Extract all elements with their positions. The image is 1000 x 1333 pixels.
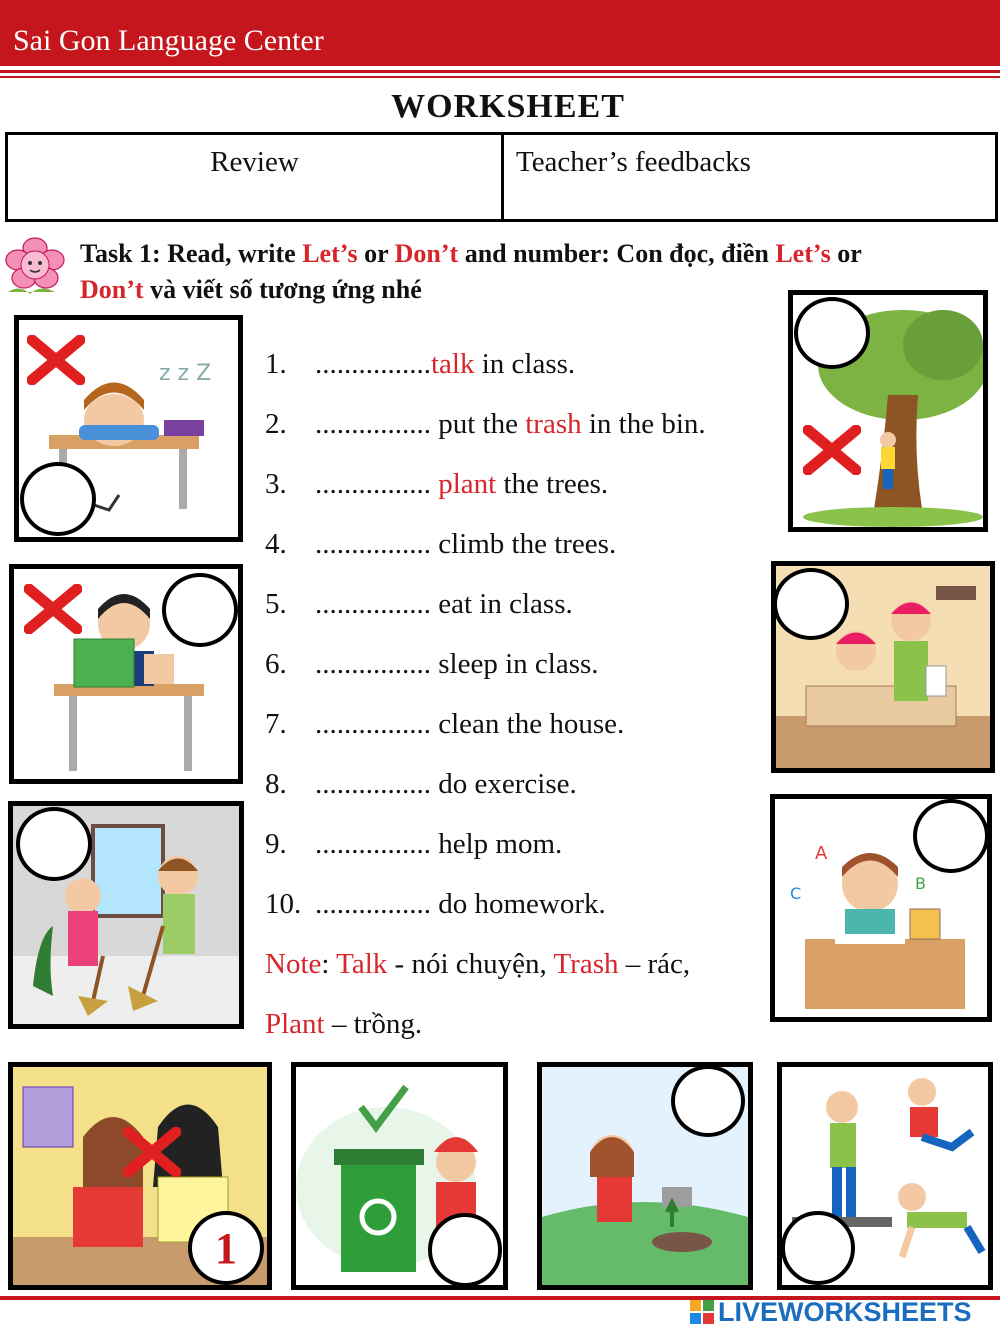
answer-circle[interactable] [20, 462, 96, 536]
svg-text:A: A [815, 843, 828, 864]
task-text: and number: Con đọc, điền [458, 239, 776, 268]
center-name: Sai Gon Language Center [13, 24, 324, 57]
note-word: Trash [553, 948, 619, 980]
item-text: the trees. [496, 468, 609, 500]
answer-circle[interactable] [16, 807, 92, 881]
cross-icon [27, 335, 85, 385]
answer-circle[interactable] [913, 799, 989, 873]
sentence-list [265, 334, 785, 1054]
item-text: in the bin. [581, 408, 706, 440]
logo-text: LIVEWORKSHEETS [718, 1296, 972, 1327]
svg-text:C: C [790, 884, 802, 903]
task-dont: Don’t [80, 275, 144, 304]
item-keyword: plant [438, 468, 497, 500]
item-number: 3. [265, 468, 287, 500]
item-number: 6. [265, 648, 287, 680]
note-label: Note [265, 948, 322, 980]
answer-circle[interactable] [428, 1213, 502, 1287]
item-text: ................ climb the trees. [315, 528, 617, 560]
item-text: ................ sleep in class. [315, 648, 599, 680]
item-keyword: trash [525, 408, 582, 440]
task-text: Task 1: Read, write [80, 239, 303, 268]
note-text: : [321, 948, 337, 980]
header-bar [0, 0, 1000, 66]
sentence-item[interactable] [265, 334, 785, 394]
item-text: in class. [474, 348, 576, 380]
note-word: Plant [265, 1008, 325, 1040]
sentence-item[interactable] [265, 634, 785, 694]
note-text: – trồng. [324, 1008, 423, 1040]
flower-icon [0, 232, 70, 304]
note-word: Talk [336, 948, 388, 980]
sentence-item[interactable] [265, 574, 785, 634]
sentence-item[interactable] [265, 454, 785, 514]
item-text: ................ do homework. [315, 888, 606, 920]
item-text: ................ clean the house. [315, 708, 625, 740]
example-answer: 1 [215, 1223, 237, 1273]
header-divider [0, 70, 1000, 73]
item-number: 5. [265, 588, 287, 620]
sentence-item[interactable] [265, 514, 785, 574]
answer-circle[interactable] [671, 1065, 745, 1137]
cross-icon [123, 1127, 181, 1177]
item-number: 1. [265, 348, 287, 380]
item-text: ................ eat in class. [315, 588, 573, 620]
cross-icon [24, 584, 82, 634]
item-number: 8. [265, 768, 287, 800]
item-text: ................ do exercise. [315, 768, 577, 800]
answer-circle[interactable] [162, 573, 238, 647]
item-number: 2. [265, 408, 287, 440]
review-table [5, 132, 998, 222]
item-number: 7. [265, 708, 287, 740]
item-text: ................ [315, 348, 431, 380]
sentence-item[interactable] [265, 754, 785, 814]
vocabulary-note [265, 934, 785, 1054]
liveworksheets-logo[interactable] [690, 1295, 972, 1329]
worksheet-title: WORKSHEET [391, 88, 625, 125]
answer-circle-filled[interactable] [188, 1211, 264, 1285]
task-text: or [357, 239, 395, 268]
cross-icon [803, 425, 861, 475]
item-keyword: talk [431, 348, 475, 380]
note-text: – rác, [618, 948, 691, 980]
item-text: ................ help mom. [315, 828, 563, 860]
answer-circle[interactable] [794, 297, 870, 369]
item-number: 10. [265, 888, 302, 920]
sentence-item[interactable] [265, 814, 785, 874]
task-dont: Don’t [394, 239, 459, 268]
sentence-item[interactable] [265, 694, 785, 754]
answer-circle[interactable] [781, 1211, 855, 1285]
task-text: và viết số tương ứng nhé [143, 275, 422, 304]
logo-mark-icon [690, 1300, 714, 1324]
sentence-item[interactable] [265, 394, 785, 454]
review-cell: Review [8, 135, 504, 219]
item-number: 9. [265, 828, 287, 860]
header-divider-thin [0, 76, 1000, 78]
svg-text:z z Z: z z Z [159, 361, 212, 386]
item-text: ................ put the [315, 408, 526, 440]
item-text: ................ [315, 468, 439, 500]
item-number: 4. [265, 528, 287, 560]
svg-text:B: B [915, 874, 926, 893]
task-lets: Let’s [302, 239, 358, 268]
note-text: - nói chuyện, [387, 948, 554, 980]
feedback-cell[interactable]: Teacher’s feedbacks [516, 146, 751, 178]
task-lets: Let’s [775, 239, 831, 268]
task-text: or [830, 239, 862, 268]
sentence-item[interactable] [265, 874, 785, 934]
